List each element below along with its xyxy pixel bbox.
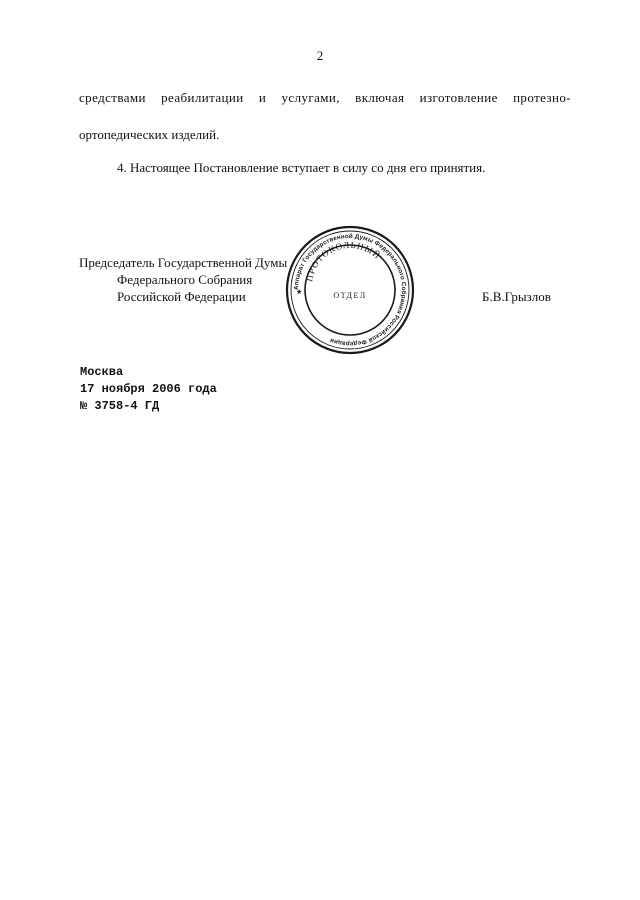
official-seal (284, 224, 416, 356)
seal-ring-text: Аппарат Государственной Думы Федерального Собрания Российской Федерации (292, 232, 408, 348)
position-line: Председатель Государственной Думы (79, 255, 288, 270)
position-line: Федерального Собрания (117, 272, 253, 287)
signer-name: Б.В.Грызлов (482, 289, 551, 304)
seal-star-icon: ★ (296, 289, 303, 296)
document-footer (80, 364, 217, 415)
footer-number: № 3758-4 ГД (80, 399, 160, 413)
paragraph-line: средствами реабилитации и услугами, включая изготовление протезно- (79, 90, 571, 105)
seal-sub-text: ОТДЕЛ (333, 291, 367, 300)
signatory-position (79, 254, 287, 305)
page-number: 2 (316, 48, 324, 63)
svg-text:Аппарат Государственной Думы Ф (293, 233, 407, 347)
footer-date: 17 ноября 2006 года (80, 382, 217, 396)
footer-city: Москва (80, 365, 124, 379)
position-line: Российской Федерации (117, 289, 246, 304)
paragraph-line: ортопедических изделий. (79, 127, 220, 142)
seal-center-text: ПРОТОКОЛЬНЫЙ (304, 239, 383, 283)
paragraph-item-4: 4. Настоящее Постановление вступает в силу со дня его принятия. (117, 160, 486, 175)
